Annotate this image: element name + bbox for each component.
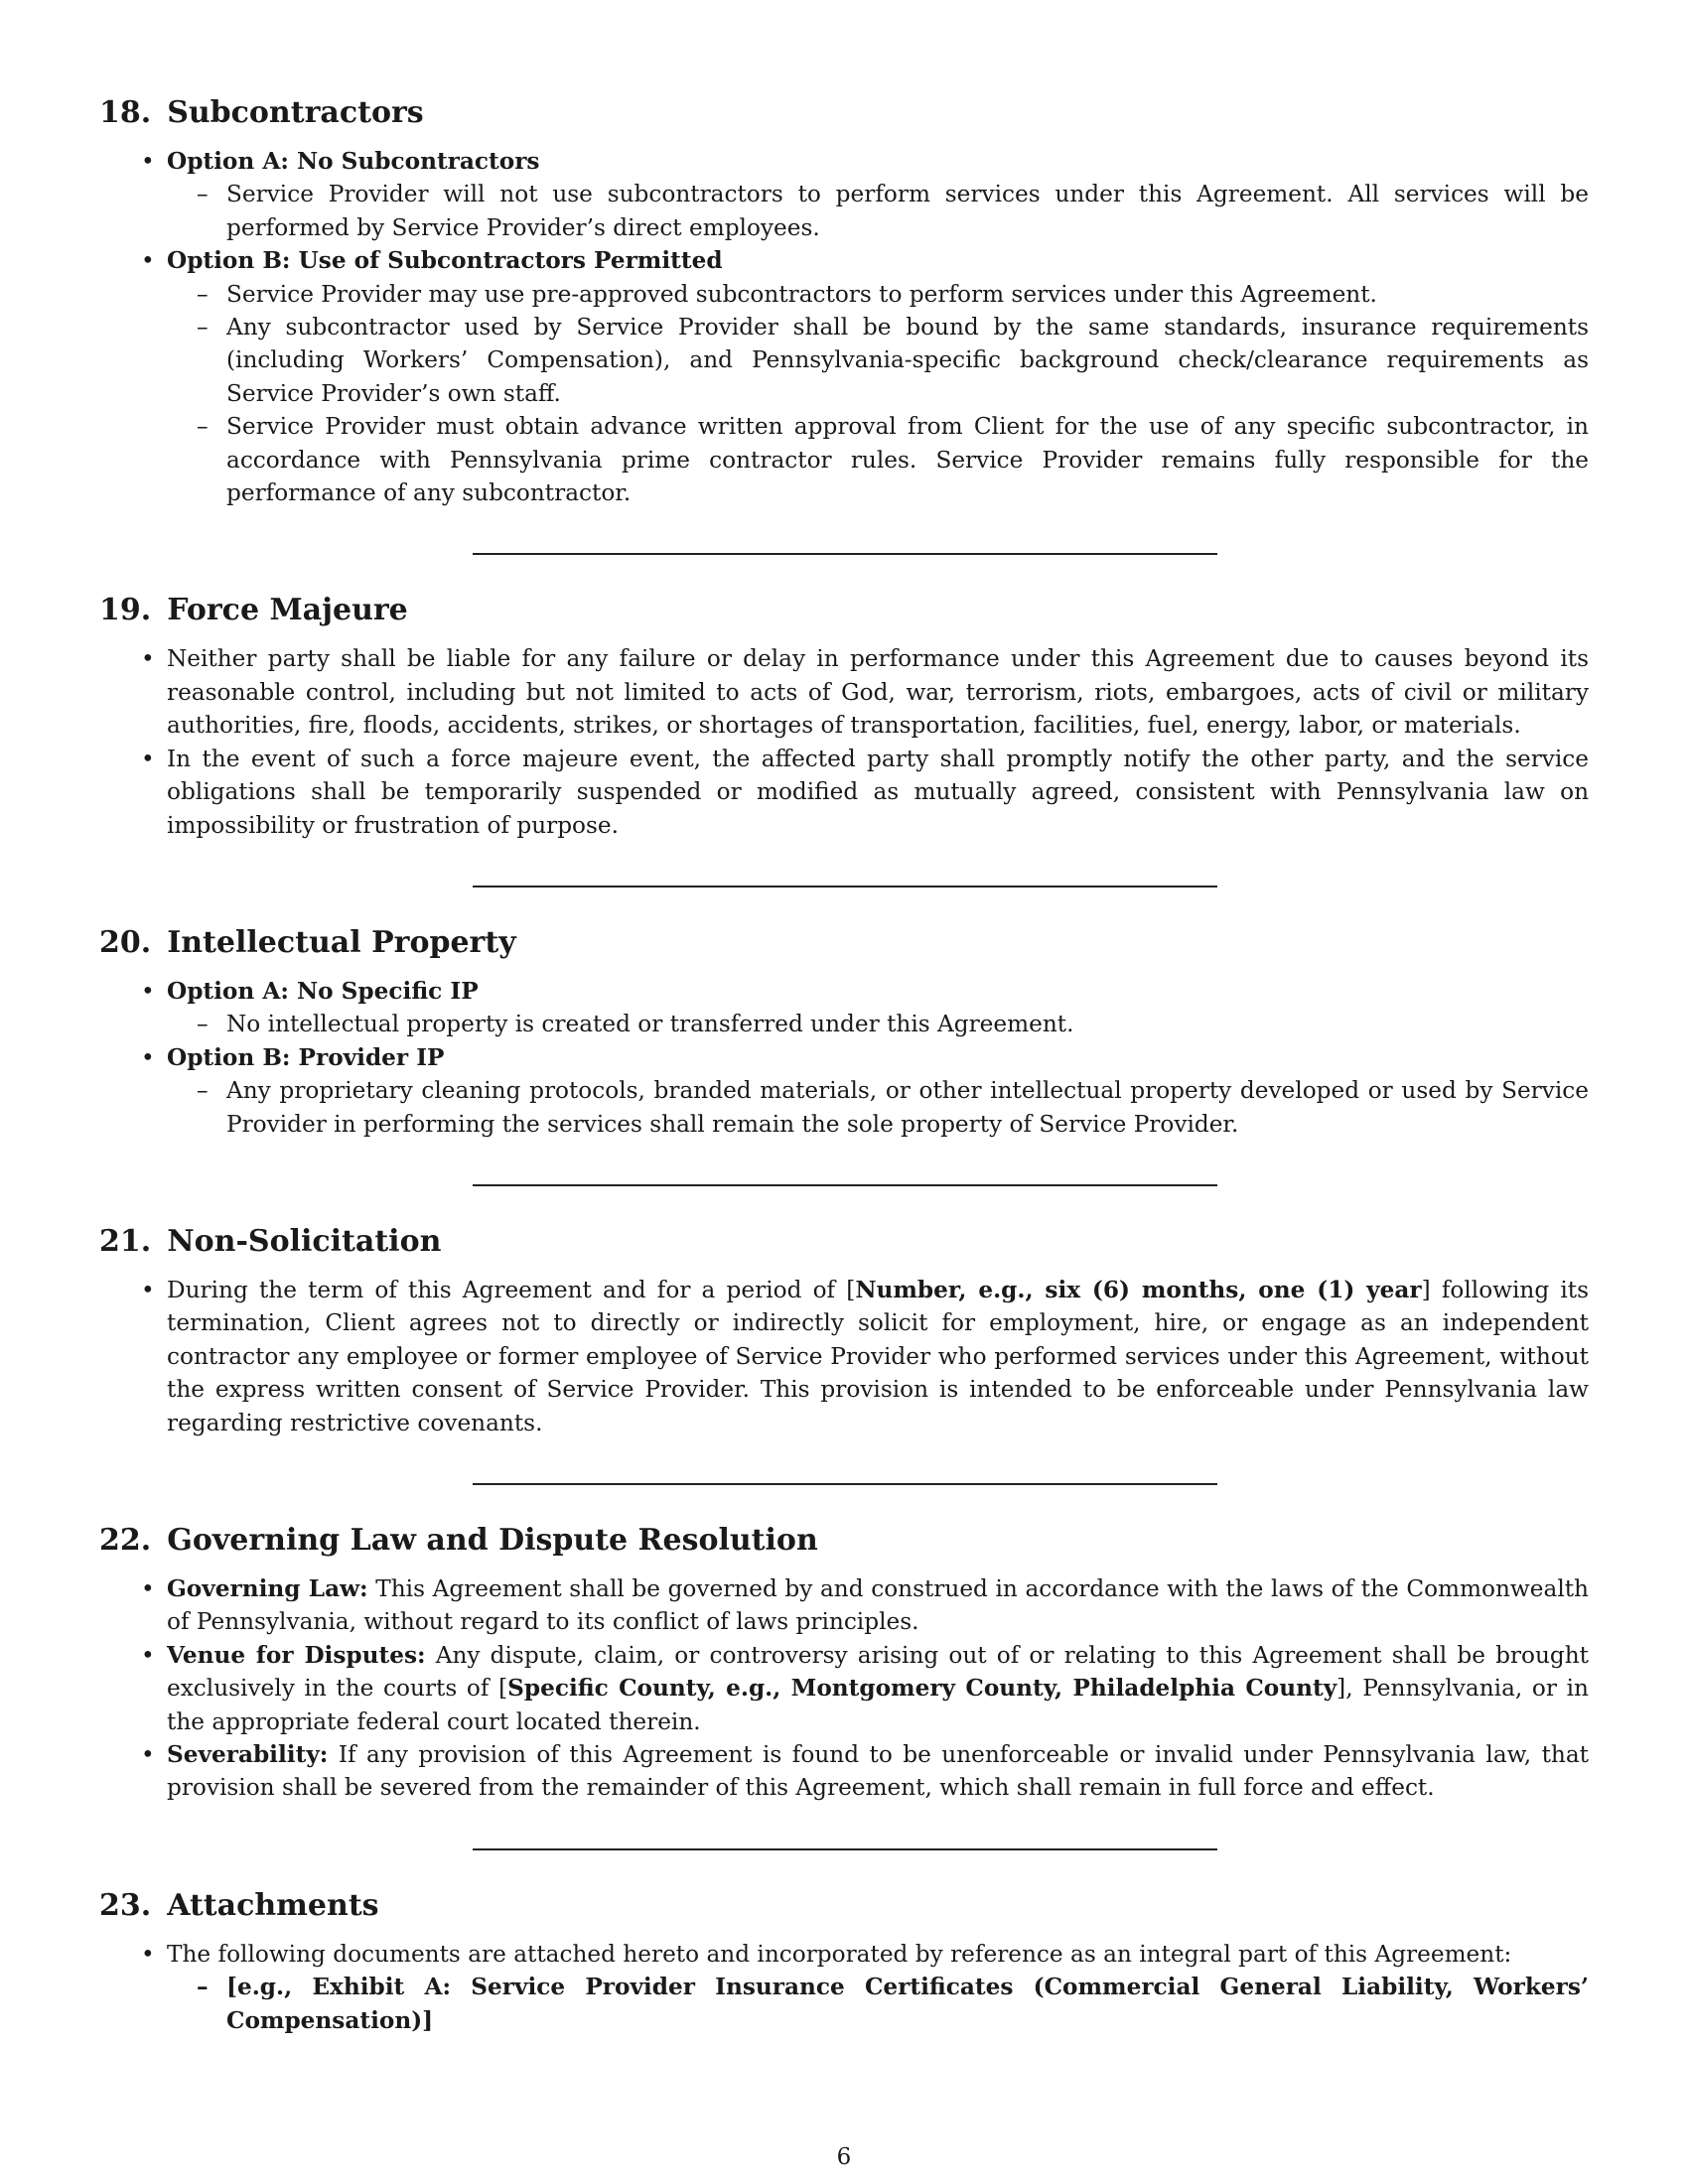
section-number: 22.	[99, 1522, 152, 1558]
section-divider	[473, 1184, 1217, 1186]
section-heading	[99, 1888, 1589, 1924]
section-heading	[99, 925, 1589, 961]
list-item	[167, 1041, 1589, 1141]
placeholder-text: Number, e.g., six (6) months, one (1) year	[855, 1276, 1422, 1303]
section-title: Governing Law and Dispute Resolution	[167, 1522, 818, 1558]
clause-text: The following documents are attached hereto and incorporated by reference as an integral part of this Agreement:	[167, 1940, 1512, 1968]
list-item: • In the event of such a force majeure event, the affected party shall promptly notify the other party, and the service obligations shall be temporarily suspended or modified as mutually agreed, consistent with Pennsylvania law on impossibility or frustration of purpose.	[167, 743, 1589, 842]
section-title: Attachments	[167, 1887, 379, 1923]
section-intellectual-property	[99, 925, 1589, 1186]
list-item	[167, 244, 1589, 509]
list-item	[167, 145, 1589, 244]
section-title: Intellectual Property	[167, 924, 516, 960]
document-page	[99, 60, 1589, 2037]
list-item	[167, 1639, 1589, 1738]
section-attachments	[99, 1888, 1589, 2037]
clause-text: ], Pennsylvania, or in the appropriate federal court located therein.	[167, 1675, 1589, 1735]
option-label: Option A: No Subcontractors	[167, 148, 540, 175]
clause-text: Any dispute, claim, or controversy arising out of or relating to this Agreement shall be brought exclusively in the courts of [	[167, 1641, 1589, 1703]
sub-list	[167, 178, 1589, 244]
sub-list-item: – [e.g., Exhibit A: Service Provider Insurance Certificates (Commercial General Liability, Workers’ Compensation)]	[226, 1971, 1589, 2037]
sub-list-item: – Service Provider will not use subcontractors to perform services under this Agreement. All services will be performed by Service Provider’s direct employees.	[226, 178, 1589, 244]
clause-label: Severability:	[167, 1741, 329, 1768]
section-number: 23.	[99, 1887, 152, 1923]
section-heading	[99, 1224, 1589, 1260]
sub-list	[167, 1008, 1589, 1040]
clause-label: Venue for Disputes:	[167, 1641, 426, 1669]
clause-label: Governing Law:	[167, 1574, 368, 1602]
section-number: 19.	[99, 593, 152, 628]
bullet-list	[99, 1572, 1589, 1805]
section-title: Non-Solicitation	[167, 1223, 442, 1259]
section-number: 20.	[99, 924, 152, 960]
section-number: 21.	[99, 1223, 152, 1259]
section-divider	[473, 553, 1217, 555]
section-heading	[99, 593, 1589, 628]
option-label: Option B: Provider IP	[167, 1043, 445, 1071]
sub-list-item: – Any subcontractor used by Service Provider shall be bound by the same standards, insurance requirements (including Workers’ Compensation), and Pennsylvania-specific background check/clearance requirements as Service Provider’s own staff.	[226, 311, 1589, 410]
list-item	[167, 1572, 1589, 1639]
bullet-list	[99, 1938, 1589, 2037]
sub-list	[167, 278, 1589, 510]
clause-text: This Agreement shall be governed by and construed in accordance with the laws of the Commonwealth of Pennsylvania, without regard to its conflict of laws principles.	[167, 1574, 1589, 1636]
section-force-majeure	[99, 593, 1589, 887]
bullet-list	[99, 975, 1589, 1141]
section-heading	[99, 1523, 1589, 1559]
section-governing-law	[99, 1523, 1589, 1850]
clause-text: ] following its termination, Client agrees not to directly or indirectly solicit for employment, hire, or engage as an independent contractor any employee or former employee of Service Provider who performed services under this Agreement, without the express written consent of Service Provider. This provision is intended to be enforceable under Pennsylvania law regarding restrictive covenants.	[167, 1276, 1589, 1436]
list-item	[167, 975, 1589, 1041]
section-title: Subcontractors	[167, 95, 424, 130]
sub-list-item: – Service Provider must obtain advance written approval from Client for the use of any specific subcontractor, in accordance with Pennsylvania prime contractor rules. Service Provider remains fully responsible for the performance of any subcontractor.	[226, 410, 1589, 509]
sub-list-item: – No intellectual property is created or transferred under this Agreement.	[226, 1008, 1589, 1040]
list-item: • Neither party shall be liable for any failure or delay in performance under this Agreement due to causes beyond its reasonable control, including but not limited to acts of God, war, terrorism, riots, embargoes, acts of civil or military authorities, fire, floods, accidents, strikes, or shortages of transportation, facilities, fuel, energy, labor, or materials.	[167, 642, 1589, 742]
section-title: Force Majeure	[167, 593, 408, 628]
section-heading	[99, 95, 1589, 131]
sub-list-item: – Any proprietary cleaning protocols, branded materials, or other intellectual property developed or used by Service Provider in performing the services shall remain the sole property of Service Provider.	[226, 1074, 1589, 1141]
sub-list	[167, 1074, 1589, 1141]
sub-list	[167, 1971, 1589, 2037]
sub-list-item: – Service Provider may use pre-approved subcontractors to perform services under this Agreement.	[226, 278, 1589, 311]
page-number: 6	[836, 2144, 852, 2170]
section-subcontractors	[99, 95, 1589, 555]
option-label: Option A: No Specific IP	[167, 977, 479, 1005]
list-item	[167, 1938, 1589, 2037]
list-item	[167, 1274, 1589, 1439]
section-non-solicitation	[99, 1224, 1589, 1485]
section-divider	[473, 1483, 1217, 1485]
clause-text: If any provision of this Agreement is found to be unenforceable or invalid under Pennsylvania law, that provision shall be severed from the remainder of this Agreement, which shall remain in full force and effect.	[167, 1741, 1589, 1802]
bullet-list	[99, 642, 1589, 841]
bullet-list	[99, 1274, 1589, 1439]
bullet-list	[99, 145, 1589, 509]
placeholder-text: Specific County, e.g., Montgomery County, Philadelphia County	[507, 1675, 1337, 1703]
section-divider	[473, 1848, 1217, 1850]
option-label: Option B: Use of Subcontractors Permitted	[167, 247, 723, 275]
clause-text: During the term of this Agreement and for a period of [	[167, 1276, 856, 1303]
section-divider	[473, 886, 1217, 887]
list-item	[167, 1738, 1589, 1805]
section-number: 18.	[99, 95, 152, 130]
